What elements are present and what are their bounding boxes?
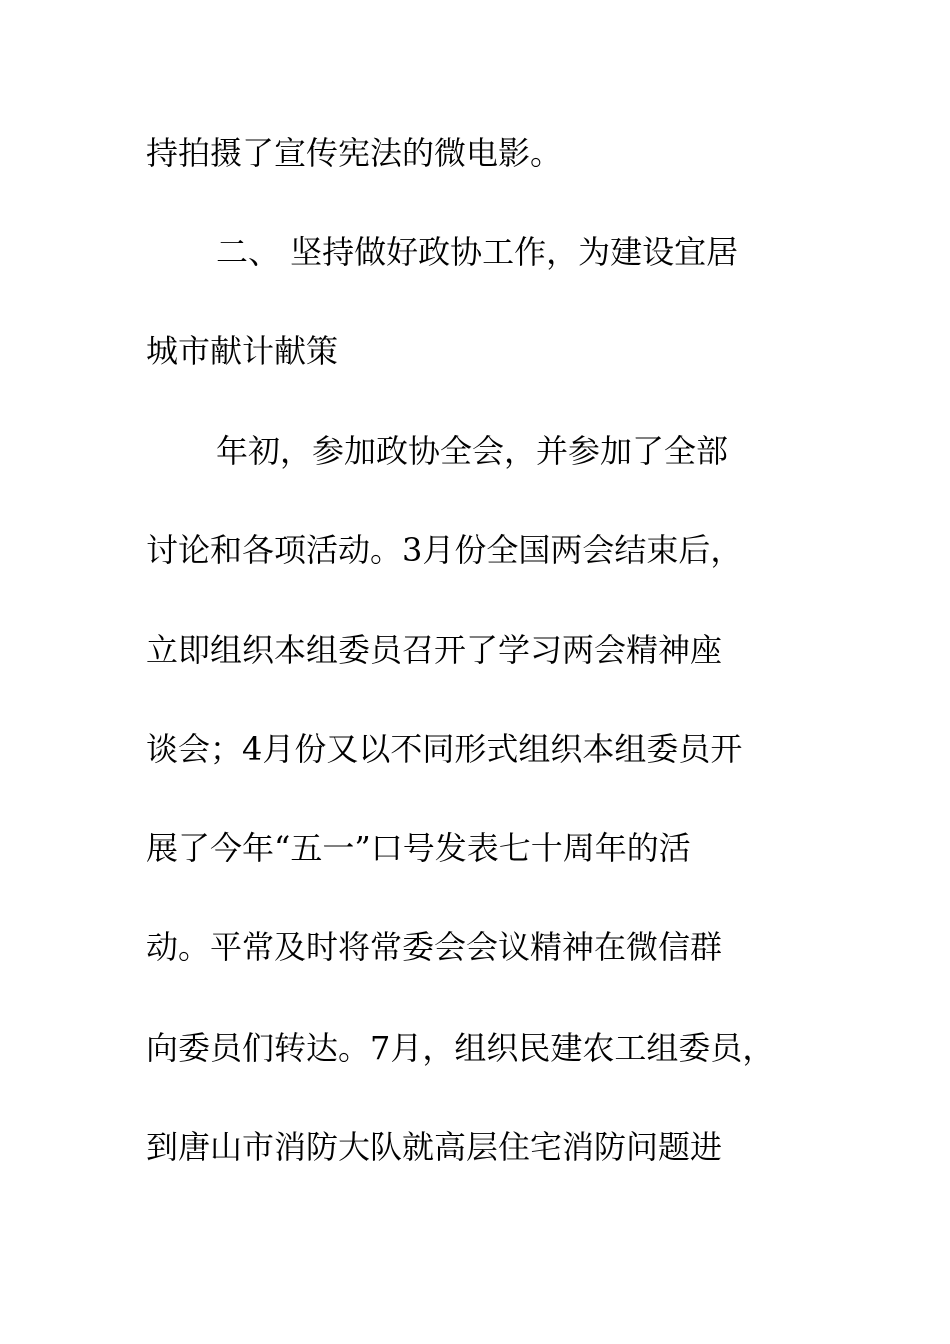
text-line: 向委员们转达。7月，组织民建农工组委员， — [146, 1029, 775, 1067]
text-line: 动。平常及时将常委会会议精神在微信群 — [146, 928, 723, 966]
text-line: 讨论和各项活动。3月份全国两会结束后， — [146, 531, 743, 569]
section-heading-line: 城市献计献策 — [146, 332, 339, 370]
section-heading-line: 二、 坚持做好政协工作，为建设宜居 — [216, 233, 739, 271]
text-line: 持拍摄了宣传宪法的微电影。 — [146, 134, 563, 172]
text-line: 展了今年“五一”口号发表七十周年的活 — [146, 829, 691, 867]
text-line: 立即组织本组委员召开了学习两会精神座 — [146, 631, 723, 669]
text-line: 到唐山市消防大队就高层住宅消防问题进 — [146, 1128, 723, 1166]
text-line: 谈会；4月份又以不同形式组织本组委员开 — [146, 730, 743, 768]
paragraph-first-line: 年初，参加政协全会，并参加了全部 — [216, 432, 729, 470]
